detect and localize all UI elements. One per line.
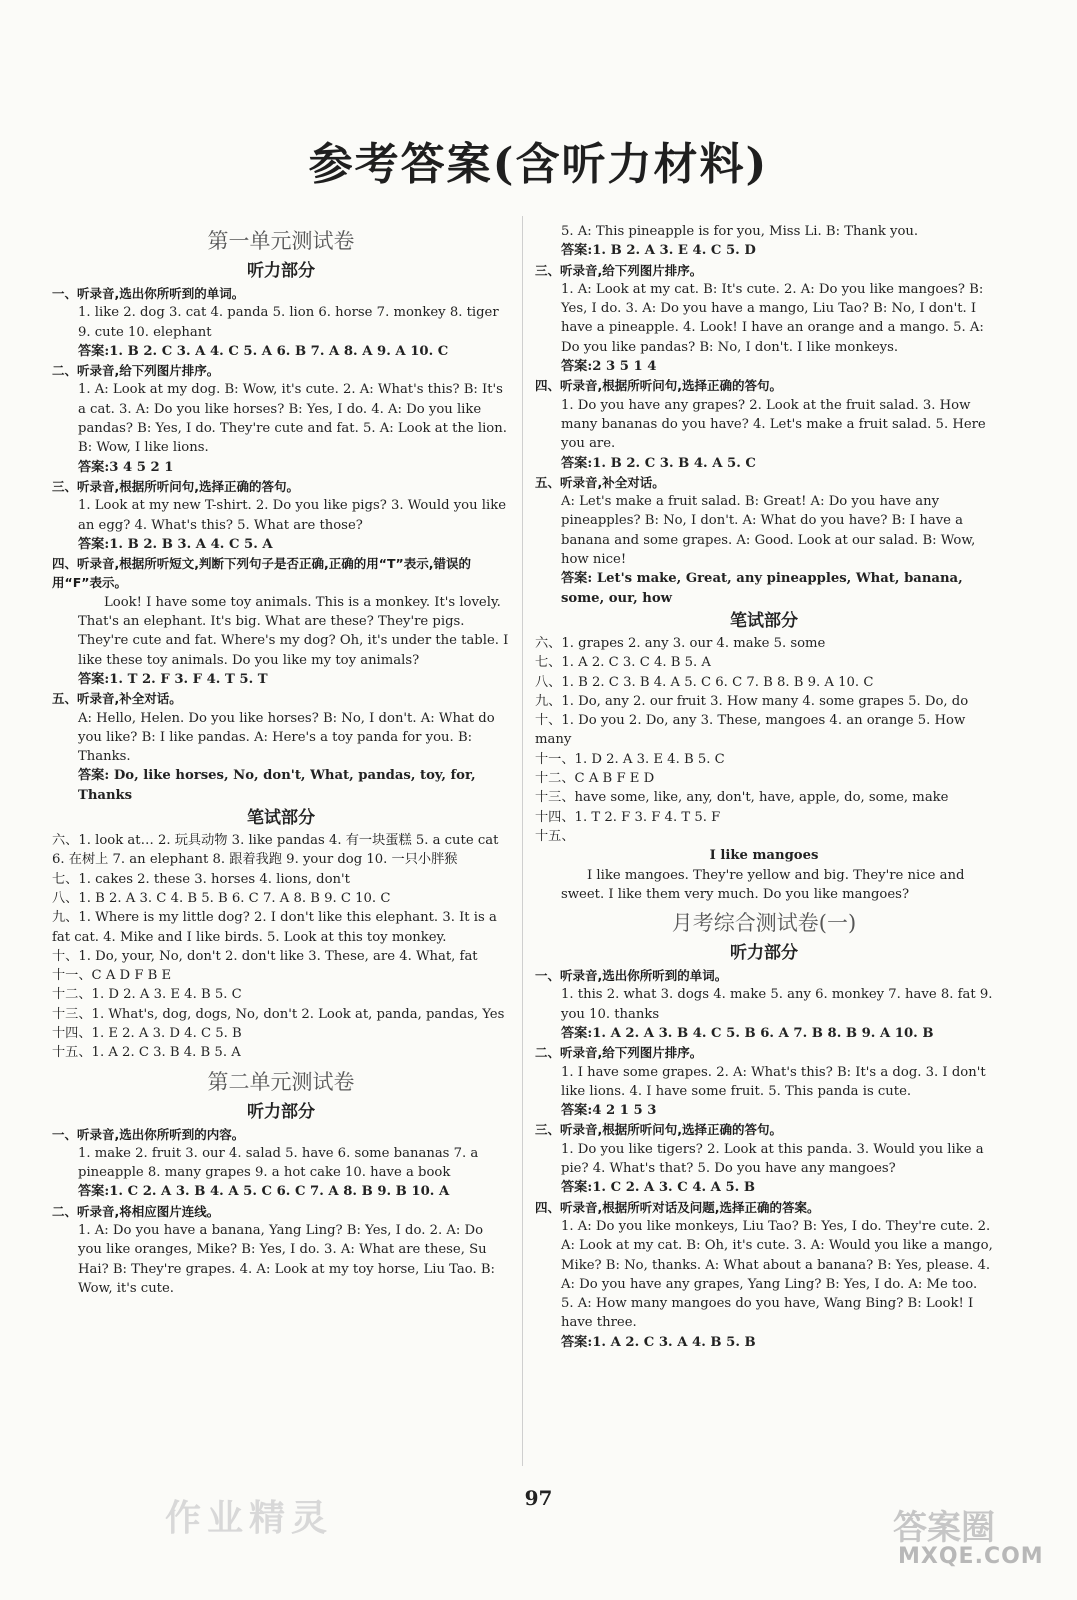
answer-line: 答案:1. B 2. C 3. A 4. C 5. A 6. B 7. A 8. A 9. A 10. C xyxy=(78,343,449,359)
monthly-listening-heading: 听力部分 xyxy=(730,943,798,964)
answer-item: 十、1. Do you 2. Do, any 3. These, mangoes 4. an orange 5. How many xyxy=(535,713,966,748)
monthly-test-title: 月考综合测试卷(一) xyxy=(671,911,857,936)
answer-item: 十一、C A D F B E xyxy=(52,968,172,984)
answer-item: 十五、1. A 2. C 3. B 4. B 5. A xyxy=(52,1045,241,1061)
answer-item: 八、1. B 2. C 3. B 4. A 5. C 6. C 7. B 8. B 9. A 10. C xyxy=(535,674,874,690)
question-content: 1. I have some grapes. 2. A: What's this? B: It's a dog. 3. I don't like lions. 4. I have some fruit. 5. This panda is cute. xyxy=(561,1064,986,1099)
question-heading: 五、听录音,补全对话。 xyxy=(52,691,182,707)
answer-item: 七、1. A 2. C 3. C 4. B 5. A xyxy=(535,655,711,671)
question-content: 1. A: Do you have a banana, Yang Ling? B: Yes, I do. 2. A: Do you like oranges, Mike? B: Yes, I do. 3. A: What are these, Su Hai? B: They're grapes. 4. A: Look at my toy horse, Liu Tao. B: Wow, it's cute. xyxy=(78,1223,495,1296)
listening-passage: Look! I have some toy animals. This is a monkey. It's lovely. That's an elephant. It's big. What are these? They're pigs. They're cute and fat. Where's my dog? Oh, it's under the table. I like these toy animals. Do you like my toy animals? xyxy=(78,594,509,668)
watermark-text: 作业精灵 xyxy=(165,1498,334,1539)
question-content: 1. Do you have any grapes? 2. Look at the fruit salad. 3. How many bananas do you have? 4. Let's make a fruit salad. 5. Here you are. xyxy=(561,397,986,452)
answer-line: 答案:1. B 2. B 3. A 4. C 5. A xyxy=(78,536,273,552)
answer-line: 答案:2 3 5 1 4 xyxy=(561,359,657,375)
unit2-listening-heading: 听力部分 xyxy=(247,1101,315,1122)
left-column xyxy=(52,222,510,1298)
answer-item: 九、1. Do, any 2. our fruit 3. How many 4. some grapes 5. Do, do xyxy=(535,693,969,709)
answer-item: 十五、 xyxy=(535,828,575,844)
question-content: 1. Look at my new T-shirt. 2. Do you like pigs? 3. Would you like an egg? 4. What's this? 5. What are those? xyxy=(78,498,507,533)
answer-line: 答案:3 4 5 2 1 xyxy=(78,459,174,475)
question-content: 5. A: This pineapple is for you, Miss Li. B: Thank you. xyxy=(561,224,919,239)
question-heading: 四、听录音,根据所听问句,选择正确的答句。 xyxy=(535,378,782,394)
right-column xyxy=(535,222,993,1352)
answer-item: 十四、1. E 2. A 3. D 4. C 5. B xyxy=(52,1025,242,1041)
unit1-listening-heading: 听力部分 xyxy=(247,261,315,281)
question-heading: 五、听录音,补全对话。 xyxy=(535,474,665,490)
question-content: 1. A: Look at my dog. B: Wow, it's cute. 2. A: What's this? B: It's a cat. 3. A: Do you like horses? B: Yes, I do. 4. A: Do you like pandas? B: Yes, I do. They're cute and fat. 5. A: Look at the lion. B: Wow, I like lions. xyxy=(78,382,507,456)
answer-line: 答案:1. A 2. A 3. B 4. C 5. B 6. A 7. B 8. B 9. A 10. B xyxy=(561,1025,934,1041)
answer-item: 十三、have some, like, any, don't, have, apple, do, some, make xyxy=(535,790,949,806)
question-content: 1. A: Do you like monkeys, Liu Tao? B: Yes, I do. They're cute. 2. A: Look at my cat. B: Oh, it's cute. 3. A: Would you like a mango, Mike? B: No, thanks. A: What about a banana? B: Yes, please. 4. A: Do you have any grapes, Yang Ling? B: Yes, I do. A: Me too. 5. A: How many mangoes do you have, Wang Bing? B: Look! I have three. xyxy=(561,1218,993,1331)
question-heading: 三、听录音,根据所听问句,选择正确的答句。 xyxy=(535,1122,782,1138)
answer-item: 十、1. Do, your, No, don't 2. don't like 3. These, are 4. What, fat xyxy=(52,948,478,964)
question-content: A: Hello, Helen. Do you like horses? B: No, I don't. A: What do you like? B: I like pandas. A: Here's a toy panda for you. B: Thanks. xyxy=(78,710,495,765)
unit1-writing-heading: 笔试部分 xyxy=(247,808,315,829)
answer-line: 答案:1. C 2. A 3. B 4. A 5. C 6. C 7. A 8. B 9. B 10. A xyxy=(78,1184,450,1200)
question-heading: 一、听录音,选出你所听到的内容。 xyxy=(52,1126,245,1142)
essay-title: I like mangoes xyxy=(709,848,819,864)
question-heading: 四、听录音,根据所听对话及问题,选择正确的答案。 xyxy=(535,1199,820,1215)
question-heading: 三、听录音,根据所听问句,选择正确的答句。 xyxy=(52,478,299,494)
answer-item: 十四、1. T 2. F 3. F 4. T 5. F xyxy=(535,809,721,825)
question-heading: 四、听录音,根据所听短文,判断下列句子是否正确,正确的用“T”表示,错误的用“F”表示。 xyxy=(52,556,471,591)
watermark-url: MXQE.COM xyxy=(898,1544,1044,1569)
question-heading: 三、听录音,给下列图片排序。 xyxy=(535,262,703,278)
answer-line: 答案: Let's make, Great, any pineapples, What, banana, some, our, how xyxy=(561,571,963,606)
answer-item: 七、1. cakes 2. these 3. horses 4. lions, don't xyxy=(52,871,350,887)
question-heading: 二、听录音,将相应图片连线。 xyxy=(52,1203,220,1219)
question-content: A: Let's make a fruit salad. B: Great! A: Do you have any pineapples? B: No, I don't. A: What do you have? B: I have a banana and some grapes. A: Good. Look at our salad. B: Wow, how nice! xyxy=(561,494,976,568)
answer-item: 十二、1. D 2. A 3. E 4. B 5. C xyxy=(52,987,242,1003)
answer-line: 答案:4 2 1 5 3 xyxy=(561,1103,657,1119)
unit2-title: 第二单元测试卷 xyxy=(207,1069,355,1094)
column-divider xyxy=(522,216,523,1466)
question-heading: 二、听录音,给下列图片排序。 xyxy=(52,363,220,379)
question-heading: 一、听录音,选出你所听到的单词。 xyxy=(535,968,728,984)
answer-item: 八、1. B 2. A 3. C 4. B 5. B 6. C 7. A 8. B 9. C 10. C xyxy=(52,890,391,906)
question-heading: 一、听录音,选出你所听到的单词。 xyxy=(52,286,245,301)
question-content: 1. make 2. fruit 3. our 4. salad 5. have 6. some bananas 7. a pineapple 8. many grapes 9. a hot cake 10. have a book xyxy=(78,1145,479,1181)
answer-item: 十一、1. D 2. A 3. E 4. B 5. C xyxy=(535,751,725,767)
answer-item: 六、1. grapes 2. any 3. our 4. make 5. some xyxy=(535,635,826,651)
unit2-writing-heading: 笔试部分 xyxy=(730,610,798,631)
answer-line: 答案:1. B 2. A 3. E 4. C 5. D xyxy=(561,243,756,259)
page-title: 参考答案(含听力材料) xyxy=(308,139,769,190)
answer-line: 答案: Do, like horses, No, don't, What, pandas, toy, for, Thanks xyxy=(78,768,476,803)
answer-item: 十二、C A B F E D xyxy=(535,771,655,787)
answer-line: 答案:1. B 2. C 3. B 4. A 5. C xyxy=(561,455,756,471)
answer-item: 九、1. Where is my little dog? 2. I don't like this elephant. 3. It is a fat cat. 4. Mike and I like birds. 5. Look at this toy monkey. xyxy=(52,910,497,945)
watermark-logo: 答案圈 xyxy=(893,1508,995,1548)
question-heading: 二、听录音,给下列图片排序。 xyxy=(535,1045,703,1061)
essay-body: I like mangoes. They're yellow and big. They're nice and sweet. I like them very much. Do you like mangoes? xyxy=(561,867,965,902)
question-content: 1. Do you like tigers? 2. Look at this panda. 3. Would you like a pie? 4. What's that? 5. Do you have any mangoes? xyxy=(561,1141,984,1177)
unit1-title: 第一单元测试卷 xyxy=(207,229,355,253)
question-content: 1. this 2. what 3. dogs 4. make 5. any 6. monkey 7. have 8. fat 9. you 10. thanks xyxy=(561,987,993,1022)
answer-item: 六、1. look at… 2. 玩具动物 3. like pandas 4. 有一块蛋糕 5. a cute cat 6. 在树上 7. an elephant 8. 跟着我跑 9. your dog 10. 一只小胖猴 xyxy=(52,833,499,868)
answer-item: 十三、1. What's, dog, dogs, No, don't 2. Look at, panda, pandas, Yes xyxy=(52,1006,505,1022)
answer-line: 答案:1. C 2. A 3. C 4. A 5. B xyxy=(561,1180,756,1196)
answer-line: 答案:1. T 2. F 3. F 4. T 5. T xyxy=(78,671,268,687)
answer-line: 答案:1. A 2. C 3. A 4. B 5. B xyxy=(561,1334,756,1350)
question-content: 1. like 2. dog 3. cat 4. panda 5. lion 6. horse 7. monkey 8. tiger 9. cute 10. elephant xyxy=(78,305,499,340)
page-number: 97 xyxy=(524,1486,553,1510)
question-content: 1. A: Look at my cat. B: It's cute. 2. A: Do you like mangoes? B: Yes, I do. 3. A: Do you have a mango, Liu Tao? B: No, I don't. I have a pineapple. 4. Look! I have an orange and a mango. 5. A: Do you like pandas? B: No, I don't. I like monkeys. xyxy=(561,281,984,355)
